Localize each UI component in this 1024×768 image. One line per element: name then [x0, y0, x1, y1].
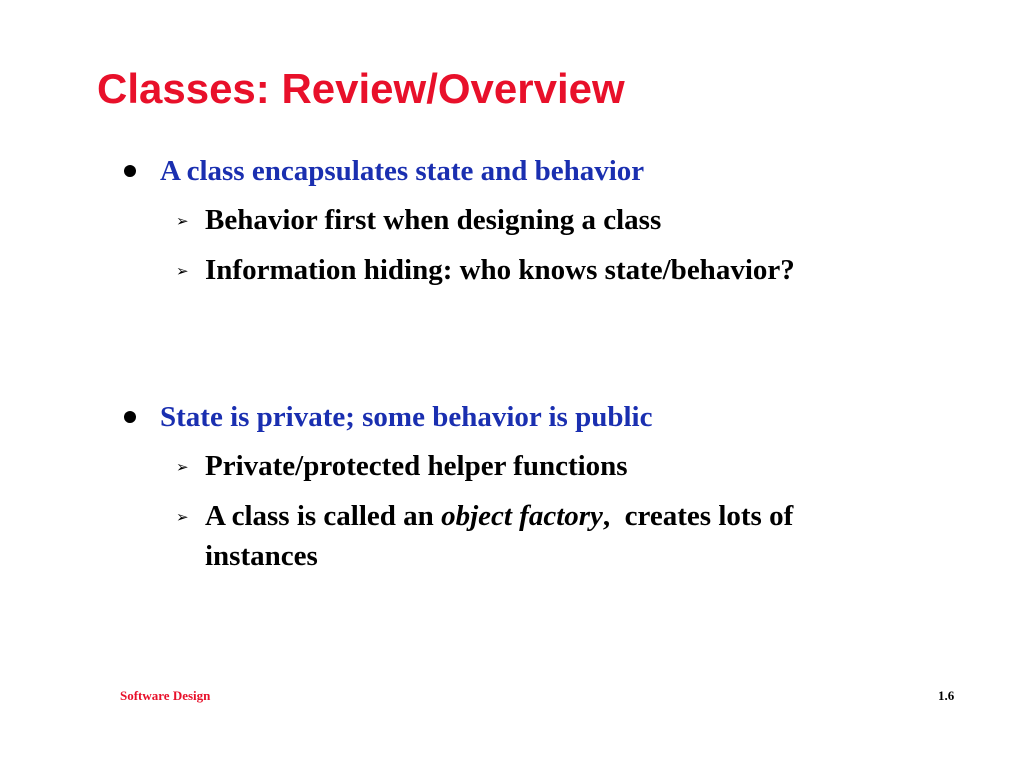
arrowhead-bullet-icon: ➢: [176, 262, 189, 280]
bullet-1-sub-1: Behavior first when designing a class: [205, 204, 662, 236]
bullet-1-sub-2: Information hiding: who knows state/behavior?: [205, 254, 795, 286]
footer-slide-number: 1.6: [938, 688, 955, 703]
bullet-2-text: State is private; some behavior is public: [160, 401, 653, 433]
bullet-2-sub-2-after: , creates lots of: [602, 500, 794, 532]
object-factory-emphasis: object factory: [441, 500, 603, 532]
footer-course-name: Software Design: [120, 688, 211, 703]
slide-title: Classes: Review/Overview: [97, 65, 625, 112]
bullet-2-sub-1: Private/protected helper functions: [205, 450, 628, 482]
bullet-dot-icon: [124, 411, 136, 423]
arrowhead-bullet-icon: ➢: [176, 508, 189, 526]
bullet-dot-icon: [124, 165, 136, 177]
bullet-2-sub-2-continuation: instances: [205, 540, 318, 572]
bullet-2-sub-2-before: A class is called an: [205, 500, 442, 532]
arrowhead-bullet-icon: ➢: [176, 212, 189, 230]
bullet-1-text: A class encapsulates state and behavior: [160, 155, 645, 187]
bullet-2-sub-2: [205, 498, 793, 534]
arrowhead-bullet-icon: ➢: [176, 458, 189, 476]
